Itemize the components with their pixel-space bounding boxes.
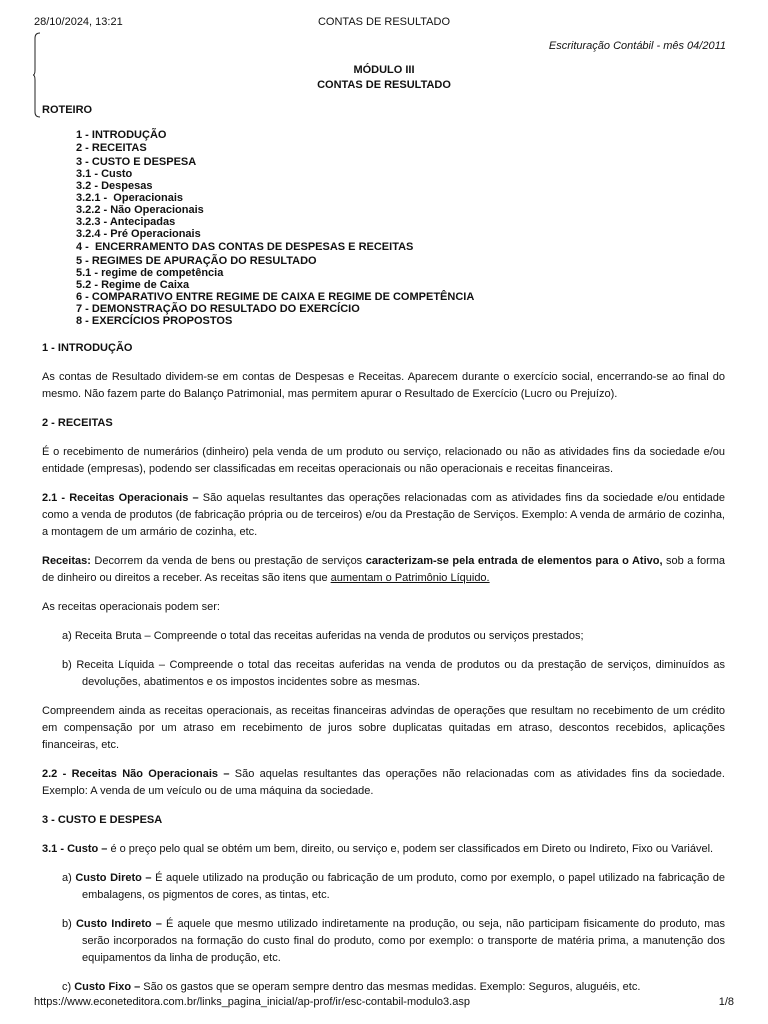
custo-indireto-item <box>42 916 725 967</box>
custo-fixo-label: Custo Fixo – <box>74 981 141 993</box>
section-3-heading: 3 - CUSTO E DESPESA <box>42 814 163 826</box>
custo-fixo-prefix: c) <box>62 981 75 993</box>
receitas-paragraph <box>42 553 725 587</box>
receitas-text-1: Decorrem da venda de bens ou prestação de serviços <box>90 555 366 567</box>
toc-item: 3 - CUSTO E DESPESA <box>76 156 197 168</box>
operational-intro: As receitas operacionais podem ser: <box>42 601 220 613</box>
custo-direto-item <box>42 870 725 904</box>
toc-item: 3.2 - Despesas <box>76 180 153 192</box>
section-2-1-label: 2.1 - Receitas Operacionais – <box>42 492 199 504</box>
section-1-heading: 1 - INTRODUÇÃO <box>42 342 133 354</box>
receita-bruta-item: a) Receita Bruta – Compreende o total das receitas auferidas na venda de produtos ou serviços prestados; <box>62 630 584 642</box>
document-titles <box>0 63 768 93</box>
toc-item: 7 - DEMONSTRAÇÃO DO RESULTADO DO EXERCÍCIO <box>76 303 360 315</box>
section-2-paragraph: É o recebimento de numerários (dinheiro) pela venda de um produto ou serviço, relacionado ou não as atividades fins da sociedade e/ou entidade (empresas), podendo ser classificadas em receitas operacionais ou não operacionais e receitas financeiras. <box>42 446 725 475</box>
receitas-bold-text: caracterizam-se pela entrada de elementos para o Ativo, <box>365 555 663 567</box>
print-page-title: CONTAS DE RESULTADO <box>317 16 451 28</box>
section-2-heading: 2 - RECEITAS <box>42 417 113 429</box>
custo-indireto-prefix: b) <box>62 918 76 930</box>
section-1-paragraph: As contas de Resultado dividem-se em contas de Despesas e Receitas. Aparecem durante o exercício social, encerrando-se ao final do mesmo. Não fazem parte do Balanço Patrimonial, mas permitem apurar o Resultado de Exercício (Lucro ou Prejuízo). <box>42 371 725 400</box>
custo-fixo-text: São os gastos que se operam sempre dentro das mesmas medidas. Exemplo: Seguros, aluguéis, etc. <box>140 981 641 993</box>
toc-item: 2 - RECEITAS <box>76 142 147 154</box>
custo-indireto-label: Custo Indireto – <box>75 918 162 930</box>
section-2-1-paragraph <box>42 490 725 541</box>
roteiro-heading: ROTEIRO <box>42 104 93 116</box>
toc-item: 5.2 - Regime de Caixa <box>76 279 190 291</box>
toc-item: 3.2.1 - Operacionais <box>76 192 183 204</box>
receitas-label: Receitas: <box>42 555 91 567</box>
custo-direto-label: Custo Direto – <box>75 872 152 884</box>
toc-item: 3.1 - Custo <box>76 168 133 180</box>
section-2-1-text: São aquelas resultantes das operações relacionadas com as atividades fins da sociedade e/ou entidade como a venda de produtos (de fabricação própria ou de terceiros) e/ou da Prestação de Serviços. Exemplo: A venda de armário de cozinha, a montagem de um armário de cozinha, etc. <box>42 492 725 538</box>
custo-fixo-item <box>42 979 725 996</box>
modulo-subtitle: CONTAS DE RESULTADO <box>317 79 451 91</box>
print-datetime: 28/10/2024, 13:21 <box>34 16 123 28</box>
toc-item: 3.2.3 - Antecipadas <box>76 216 176 228</box>
custo-direto-prefix: a) <box>62 872 76 884</box>
toc-item: 4 - ENCERRAMENTO DAS CONTAS DE DESPESAS E RECEITAS <box>76 241 414 253</box>
toc-item: 8 - EXERCÍCIOS PROPOSTOS <box>76 315 233 327</box>
section-3-1-paragraph <box>42 841 725 858</box>
toc-item: 3.2.4 - Pré Operacionais <box>76 228 201 240</box>
custo-indireto-text: É aquele que mesmo utilizado indiretamente na produção, ou seja, não participam fisicamente do produto, mas serão incorporados na formação do custo final do produto, como por exemplo: o transporte de matéria prima, a manutenção dos equipamentos da linha de produção, etc. <box>82 918 725 964</box>
document-body <box>42 340 725 1008</box>
section-2-2-label: 2.2 - Receitas Não Operacionais – <box>42 768 230 780</box>
toc-item: 6 - COMPARATIVO ENTRE REGIME DE CAIXA E REGIME DE COMPETÊNCIA <box>76 291 475 303</box>
section-3-1-label: 3.1 - Custo – <box>42 843 108 855</box>
receitas-text-2: sob a forma de dinheiro ou direitos a receber. As receitas são itens que <box>42 555 726 584</box>
financial-revenue-paragraph: Compreendem ainda as receitas operacionais, as receitas financeiras advindas de operações que resultam no recebimento de um crédito em compensação por um atraso em recebimento de juros sobre duplicatas quitadas em atraso, descontos recebidos, aplicações financeiras, etc. <box>42 705 725 751</box>
receitas-underlined-text: aumentam o Patrimônio Líquido. <box>330 572 490 584</box>
escrituracao-label: Escrituração Contábil - mês 04/2011 <box>548 40 726 52</box>
toc-item: 5 - REGIMES DE APURAÇÃO DO RESULTADO <box>76 255 317 267</box>
custo-direto-text: É aquele utilizado na produção ou fabricação de um produto, como por exemplo, o papel utilizado na fabricação de embalagens, os pigmentos de cores, as tintas, etc. <box>82 872 726 901</box>
toc-item: 1 - INTRODUÇÃO <box>76 129 167 141</box>
footer-page-number: 1/8 <box>718 996 734 1008</box>
toc-item: 3.2.2 - Não Operacionais <box>76 204 204 216</box>
section-2-2-text: São aquelas resultantes das operações não relacionadas com as atividades fins da sociedade. Exemplo: A venda de um veículo ou de uma máquina da sociedade. <box>42 768 725 797</box>
footer-url: https://www.econeteditora.com.br/links_pagina_inicial/ap-prof/ir/esc-contabil-modulo3.asp <box>34 996 470 1008</box>
toc-item: 5.1 - regime de competência <box>76 267 224 279</box>
section-3-1-text: é o preço pelo qual se obtém um bem, direito, ou serviço e, podem ser classificados em Direto ou Indireto, Fixo ou Variável. <box>107 843 714 855</box>
receita-liquida-item: b) Receita Líquida – Compreende o total das receitas auferidas na venda de produtos ou da prestação de serviços, diminuídos as devoluções, abatimentos e os impostos incidentes sobre as mesmas. <box>62 659 725 688</box>
modulo-title: MÓDULO III <box>353 64 415 76</box>
section-2-2-paragraph <box>42 766 725 800</box>
